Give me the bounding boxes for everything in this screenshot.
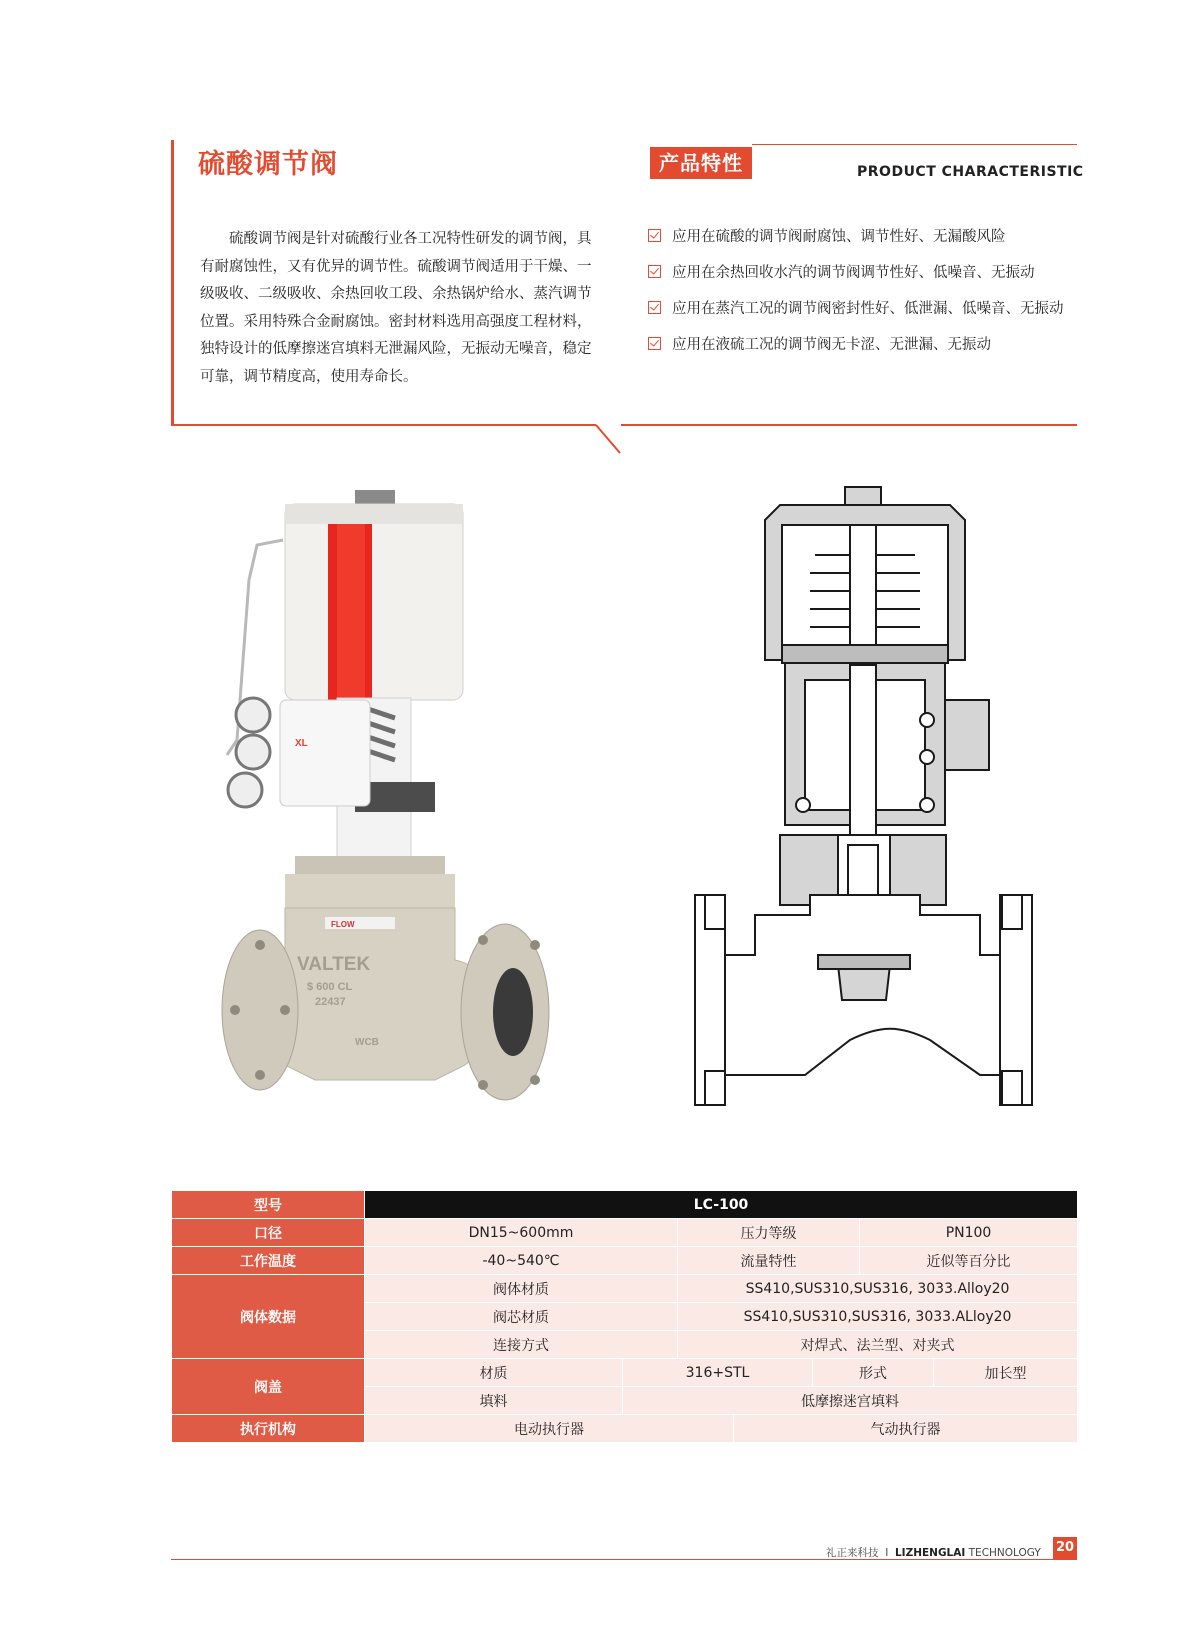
divider-notch-icon: [594, 423, 624, 457]
core-material-value: SS410,SUS310,SUS316, 3033.ALloy20: [678, 1303, 1078, 1331]
section-divider-right: [621, 424, 1077, 426]
bore-label: 口径: [172, 1219, 365, 1247]
table-row: [172, 1191, 1078, 1219]
connection-label: 连接方式: [365, 1331, 678, 1359]
flow-label: 流量特性: [678, 1247, 860, 1275]
feature-text: 应用在蒸汽工况的调节阀密封性好、低泄漏、低噪音、无振动: [672, 301, 1064, 317]
footer-rule: [171, 1559, 1077, 1560]
valve-cross-section-drawing: [690, 485, 1060, 1135]
packing-label: 填料: [365, 1387, 623, 1415]
packing-value: 低摩擦迷宫填料: [623, 1387, 1078, 1415]
actuator-label: 执行机构: [172, 1415, 365, 1443]
connection-value: 对焊式、法兰型、对夹式: [678, 1331, 1078, 1359]
temp-label: 工作温度: [172, 1247, 365, 1275]
feature-list: [648, 224, 1078, 368]
valve-brand: VALTEK: [297, 954, 371, 975]
core-material-label: 阀芯材质: [365, 1303, 678, 1331]
temp-value: -40~540℃: [365, 1247, 678, 1275]
pressure-value: PN100: [860, 1219, 1078, 1247]
feature-item: [648, 332, 1078, 358]
checkbox-icon: [648, 337, 661, 350]
valve-photo: [215, 490, 575, 1150]
pressure-label: 压力等级: [678, 1219, 860, 1247]
material-label: 材质: [365, 1359, 623, 1387]
body-material-label: 阀体材质: [365, 1275, 678, 1303]
body-material-value: SS410,SUS310,SUS316, 3033.Alloy20: [678, 1275, 1078, 1303]
title-accent-bar: [171, 140, 174, 426]
table-row: [172, 1359, 1078, 1387]
positioner-label: XL: [295, 738, 308, 749]
spec-table: [171, 1190, 1078, 1443]
characteristics-badge: 产品特性: [650, 147, 752, 179]
model-value: LC-100: [365, 1191, 1078, 1219]
actuator-electric: 电动执行器: [365, 1415, 734, 1443]
form-label: 形式: [813, 1359, 934, 1387]
feature-item: [648, 260, 1078, 286]
page-number: 20: [1053, 1537, 1077, 1559]
feature-item: [648, 224, 1078, 250]
footer-company: [826, 1545, 1041, 1560]
table-row: [172, 1415, 1078, 1443]
form-value: 加长型: [934, 1359, 1078, 1387]
section-divider-left: [171, 424, 596, 426]
bore-value: DN15~600mm: [365, 1219, 678, 1247]
bonnet-label: 阀盖: [172, 1359, 365, 1415]
table-row: [172, 1219, 1078, 1247]
intro-paragraph: 硫酸调节阀是针对硫酸行业各工况特性研发的调节阀，具有耐腐蚀性，又有优异的调节性。硫酸调节阀适用于干燥、一级吸收、二级吸收、余热回收工段、余热锅炉给水、蒸汽调节位置。采用特殊合金耐腐蚀。密封材料选用高强度工程材料，独特设计的低摩擦迷宫填料无泄漏风险，无振动无噪音，稳定可靠，调节精度高，使用寿命长。: [200, 231, 592, 385]
valve-number: 22437: [315, 996, 346, 1008]
flow-value: 近似等百分比: [860, 1247, 1078, 1275]
table-row: [172, 1275, 1078, 1303]
footer-company-en2: TECHNOLOGY: [968, 1547, 1041, 1559]
feature-text: 应用在硫酸的调节阀耐腐蚀、调节性好、无漏酸风险: [672, 229, 1006, 245]
checkbox-icon: [648, 229, 661, 242]
characteristics-subtitle: PRODUCT CHARACTERISTIC: [857, 164, 1084, 180]
page-title: 硫酸调节阀: [198, 149, 338, 180]
model-label: 型号: [172, 1191, 365, 1219]
material-value: 316+STL: [623, 1359, 813, 1387]
checkbox-icon: [648, 265, 661, 278]
footer-company-en: LIZHENGLAI: [894, 1547, 966, 1559]
feature-text: 应用在余热回收水汽的调节阀调节性好、低噪音、无振动: [672, 265, 1035, 281]
feature-text: 应用在液硫工况的调节阀无卡涩、无泄漏、无振动: [672, 337, 991, 353]
actuator-pneumatic: 气动执行器: [734, 1415, 1078, 1443]
body-data-label: 阀体数据: [172, 1275, 365, 1359]
header-rule: [752, 144, 1077, 145]
valve-rating: $ 600 CL: [307, 981, 353, 993]
footer-separator: I: [885, 1547, 889, 1559]
table-row: [172, 1247, 1078, 1275]
checkbox-icon: [648, 301, 661, 314]
feature-item: [648, 296, 1078, 322]
valve-mark: WCB: [355, 1037, 379, 1048]
footer-company-cn: 礼正来科技: [826, 1547, 879, 1559]
flow-label: FLOW: [331, 920, 355, 929]
